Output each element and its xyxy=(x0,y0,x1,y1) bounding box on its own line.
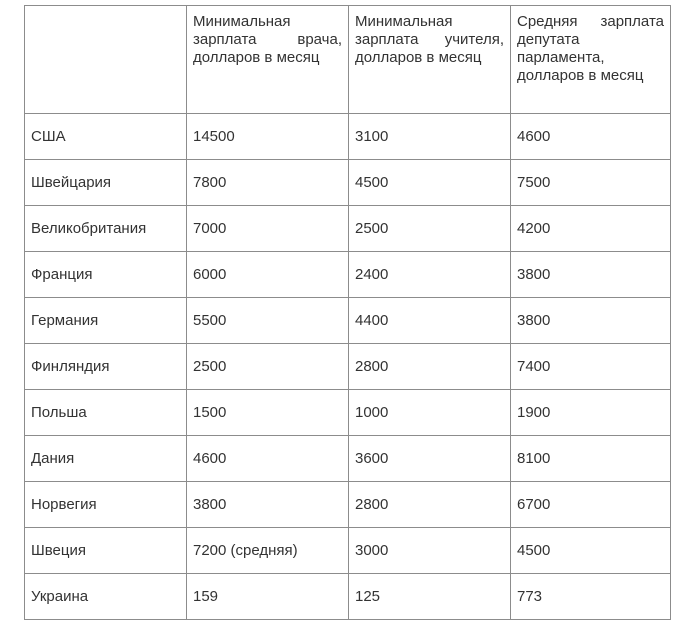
mp-salary-cell: 4600 xyxy=(511,114,671,160)
teacher-salary-cell: 4500 xyxy=(349,160,511,206)
doctor-salary-cell: 14500 xyxy=(187,114,349,160)
doctor-salary-cell: 7800 xyxy=(187,160,349,206)
mp-salary-cell: 1900 xyxy=(511,390,671,436)
table-row xyxy=(25,160,671,206)
country-cell: Польша xyxy=(25,390,187,436)
table-row xyxy=(25,298,671,344)
teacher-salary-cell: 125 xyxy=(349,574,511,620)
header-teacher-salary: Минимальная зарплата учителя, долларов в месяц xyxy=(349,6,511,114)
table-row xyxy=(25,574,671,620)
doctor-salary-cell: 1500 xyxy=(187,390,349,436)
country-cell: Дания xyxy=(25,436,187,482)
doctor-salary-cell: 7000 xyxy=(187,206,349,252)
table-row xyxy=(25,390,671,436)
mp-salary-cell: 4500 xyxy=(511,528,671,574)
header-empty-cell xyxy=(25,6,187,114)
teacher-salary-cell: 2400 xyxy=(349,252,511,298)
country-cell: Швеция xyxy=(25,528,187,574)
table-row xyxy=(25,114,671,160)
doctor-salary-cell: 6000 xyxy=(187,252,349,298)
table-row xyxy=(25,206,671,252)
mp-salary-cell: 773 xyxy=(511,574,671,620)
doctor-salary-cell: 2500 xyxy=(187,344,349,390)
mp-salary-cell: 3800 xyxy=(511,252,671,298)
mp-salary-cell: 7400 xyxy=(511,344,671,390)
teacher-salary-cell: 2800 xyxy=(349,344,511,390)
country-cell: Швейцария xyxy=(25,160,187,206)
doctor-salary-cell: 5500 xyxy=(187,298,349,344)
teacher-salary-cell: 3600 xyxy=(349,436,511,482)
teacher-salary-cell: 1000 xyxy=(349,390,511,436)
doctor-salary-cell: 4600 xyxy=(187,436,349,482)
teacher-salary-cell: 2500 xyxy=(349,206,511,252)
table-row xyxy=(25,436,671,482)
salary-comparison-table xyxy=(24,5,671,620)
country-cell: США xyxy=(25,114,187,160)
country-cell: Германия xyxy=(25,298,187,344)
country-cell: Финляндия xyxy=(25,344,187,390)
mp-salary-cell: 3800 xyxy=(511,298,671,344)
header-mp-salary: Средняя зарплата депутата парламента, долларов в месяц xyxy=(511,6,671,114)
table-row xyxy=(25,344,671,390)
teacher-salary-cell: 4400 xyxy=(349,298,511,344)
doctor-salary-cell: 159 xyxy=(187,574,349,620)
doctor-salary-cell: 7200 (средняя) xyxy=(187,528,349,574)
country-cell: Норвегия xyxy=(25,482,187,528)
table-row xyxy=(25,252,671,298)
mp-salary-cell: 8100 xyxy=(511,436,671,482)
teacher-salary-cell: 2800 xyxy=(349,482,511,528)
mp-salary-cell: 6700 xyxy=(511,482,671,528)
teacher-salary-cell: 3000 xyxy=(349,528,511,574)
teacher-salary-cell: 3100 xyxy=(349,114,511,160)
doctor-salary-cell: 3800 xyxy=(187,482,349,528)
mp-salary-cell: 7500 xyxy=(511,160,671,206)
table-row xyxy=(25,528,671,574)
country-cell: Украина xyxy=(25,574,187,620)
table-header-row xyxy=(25,6,671,114)
country-cell: Великобритания xyxy=(25,206,187,252)
country-cell: Франция xyxy=(25,252,187,298)
mp-salary-cell: 4200 xyxy=(511,206,671,252)
header-doctor-salary: Минимальная зарплата врача, долларов в месяц xyxy=(187,6,349,114)
table-row xyxy=(25,482,671,528)
